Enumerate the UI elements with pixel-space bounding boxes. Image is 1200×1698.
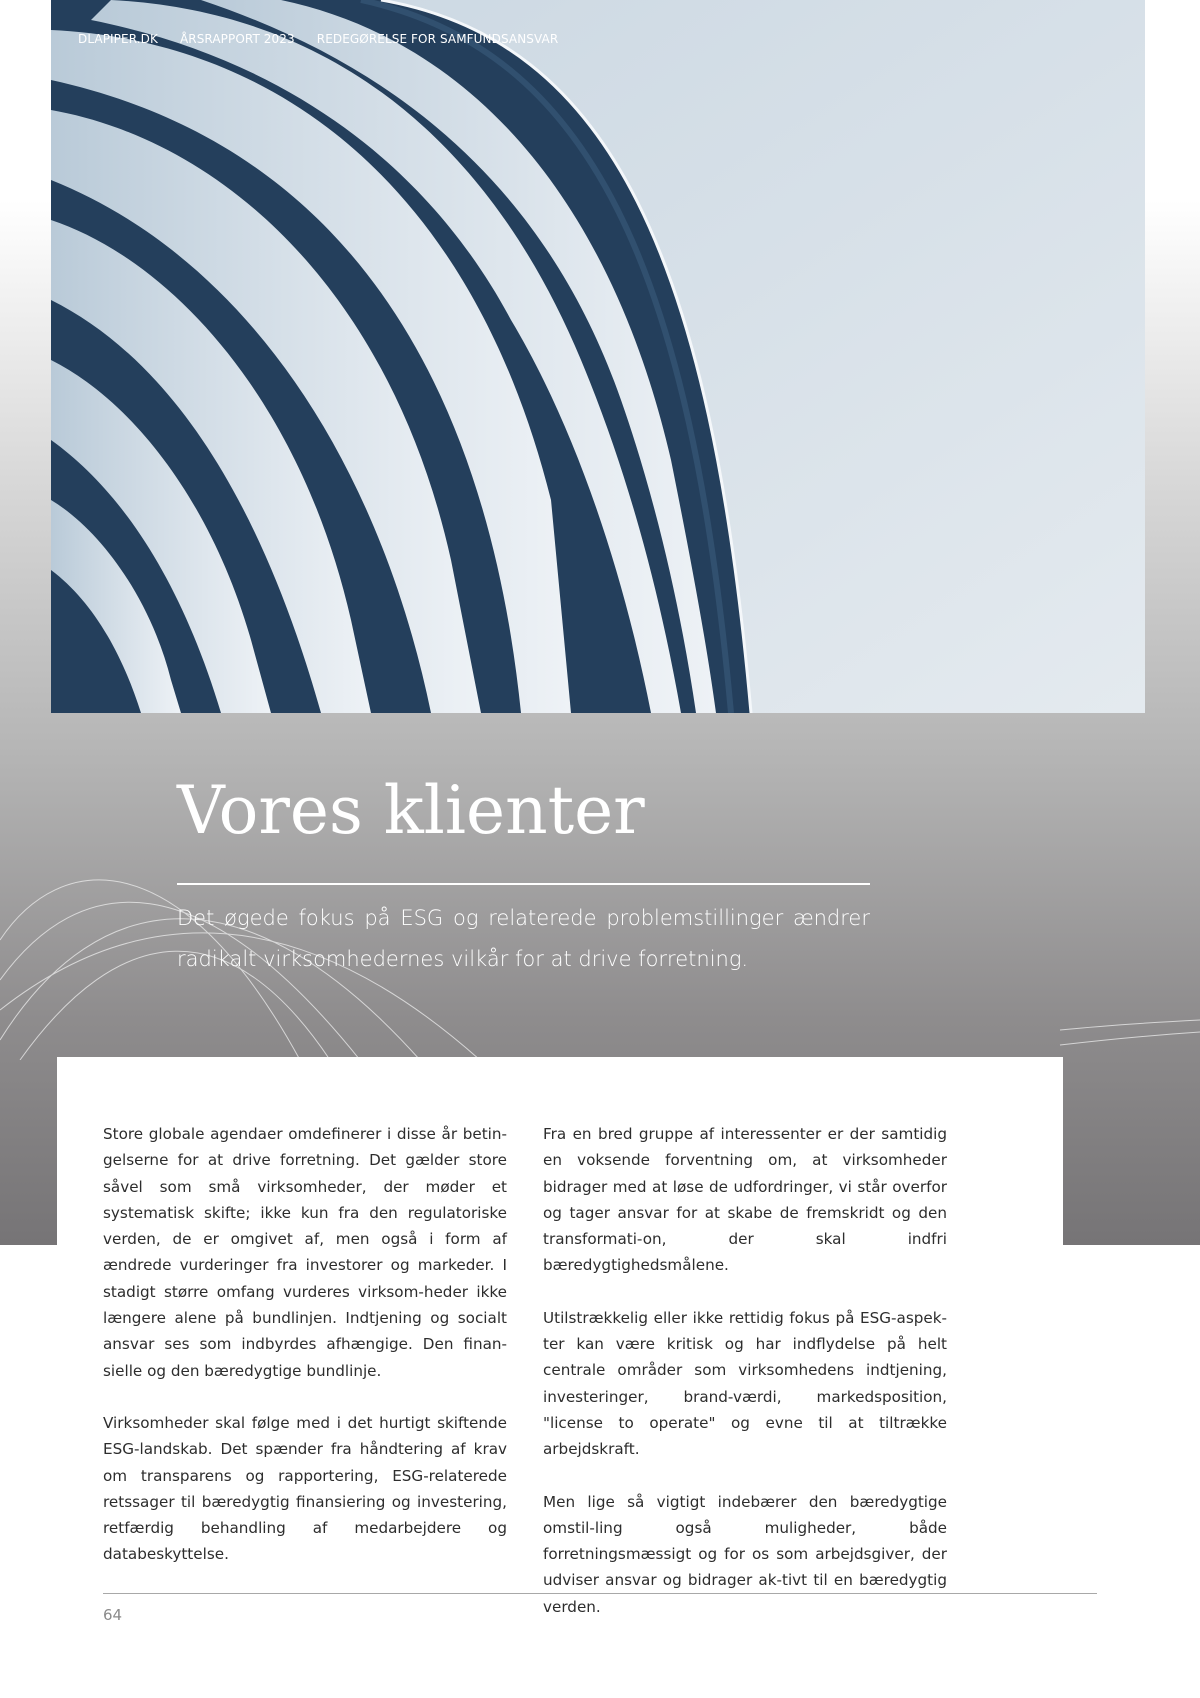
architecture-photo-icon xyxy=(51,0,1145,713)
lead-paragraph: Det øgede fokus på ESG og relaterede problemstillinger ændrer radikalt virksomhedernes vilkår for at drive forretning. xyxy=(177,906,870,971)
hero-image xyxy=(51,0,1145,713)
text-column-right xyxy=(543,1121,947,1646)
breadcrumb-section[interactable]: REDEGØRELSE FOR SAMFUNDSANSVAR xyxy=(316,32,559,46)
page-title: Vores klienter xyxy=(177,772,645,849)
breadcrumb-site[interactable]: DLAPIPER.DK xyxy=(78,32,158,46)
paragraph: Virksomheder skal følge med i det hurtigt skiftende ESG-landskab. Det spænder fra håndtering af krav om transparens og rapportering, ESG-relaterede retssager til bæredygtig finansiering og investering, retfærdig behandling af medarbejdere og databeskyttelse. xyxy=(103,1413,507,1564)
page-number: 64 xyxy=(103,1606,123,1624)
text-column-left xyxy=(103,1121,507,1594)
paragraph: Fra en bred gruppe af interessenter er der samtidig en voksende forventning om, at virksomheder bidrager med at løse de udfordringer, vi står overfor og tager ansvar for at skabe de fremskridt og den transformati-on, der skal indfri bæredygtighedsmålene. xyxy=(543,1125,947,1275)
paragraph: Utilstrækkelig eller ikke rettidig fokus på ESG-aspek-ter kan være kritisk og har indflydelse på helt centrale områder som virksomhedens indtjening, investeringer, brand-værdi, markedsposition, "license to operate" og evne til at tiltrække arbejdskraft. xyxy=(543,1308,947,1459)
footer-divider xyxy=(103,1593,1097,1594)
title-divider xyxy=(177,883,870,885)
breadcrumb-report[interactable]: ÅRSRAPPORT 2023 xyxy=(179,32,295,46)
paragraph: Store globale agendaer omdefinerer i disse år betin-gelserne for at drive forretning. Det gælder store såvel som små virksomheder, der møder et systematisk skifte; ikke kun fra den regulatoriske verden, de er omgivet af, men også i form af ændrede vurderinger fra investorer og markeder. I stadigt større omfang vurderes virksom-heder ikke længere alene på bundlinjen. Indtjening og socialt ansvar ses som indbyrdes afhængige. Den finan-sielle og den bæredygtige bundlinje. xyxy=(103,1125,507,1380)
breadcrumb xyxy=(78,32,558,48)
paragraph: Men lige så vigtigt indebærer den bæredygtige omstil-ling også muligheder, både forretningsmæssigt og for os som arbejdsgiver, der udviser ansvar og bidrager ak-tivt til en bæredygtig verden. xyxy=(543,1492,947,1616)
